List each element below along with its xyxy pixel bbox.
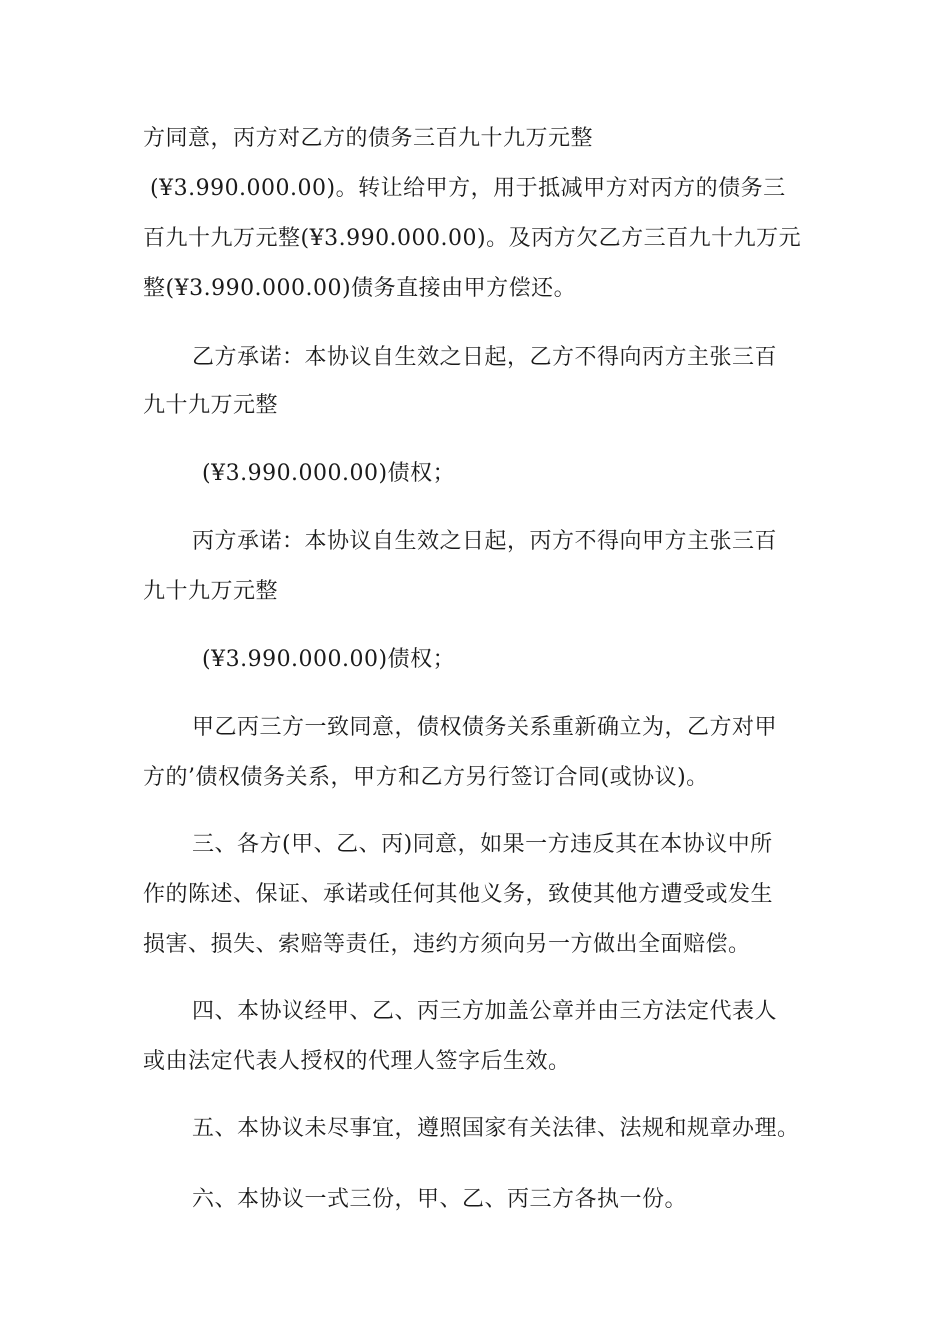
clause-three: 三、各方(甲、乙、丙)同意，如果一方违反其在本协议中所 bbox=[192, 832, 773, 857]
text-line: 方的’债权债务关系，甲方和乙方另行签订合同(或协议)。 bbox=[143, 765, 709, 790]
clause-six: 六、本协议一式三份，甲、乙、丙三方各执一份。 bbox=[192, 1187, 688, 1212]
clause-five: 五、本协议未尽事宜，遵照国家有关法律、法规和规章办理。 bbox=[192, 1116, 800, 1141]
text-line: 方同意，丙方对乙方的债务三百九十九万元整 bbox=[143, 126, 594, 151]
amount-line: (¥3.990.000.00)债权； bbox=[202, 647, 456, 672]
amount-line: (¥3.990.000.00)债权； bbox=[202, 461, 456, 486]
clause-four: 四、本协议经甲、乙、丙三方加盖公章并由三方法定代表人 bbox=[192, 999, 778, 1024]
text-line: 九十九万元整 bbox=[143, 579, 279, 604]
paragraph-start: 甲乙丙三方一致同意，债权债务关系重新确立为，乙方对甲 bbox=[192, 715, 778, 740]
text-line: (¥3.990.000.00)。转让给甲方，用于抵减甲方对丙方的债务三 bbox=[150, 176, 786, 201]
text-line: 百九十九万元整(¥3.990.000.00)。及丙方欠乙方三百九十九万元 bbox=[143, 226, 802, 251]
text-line: 损害、损失、索赔等责任，违约方须向另一方做出全面赔偿。 bbox=[143, 932, 751, 957]
text-line: 作的陈述、保证、承诺或任何其他义务，致使其他方遭受或发生 bbox=[143, 882, 774, 907]
paragraph-start: 丙方承诺：本协议自生效之日起，丙方不得向甲方主张三百 bbox=[192, 529, 778, 554]
text-line: 九十九万元整 bbox=[143, 393, 279, 418]
text-line: 或由法定代表人授权的代理人签字后生效。 bbox=[143, 1049, 571, 1074]
text-line: 整(¥3.990.000.00)债务直接由甲方偿还。 bbox=[143, 276, 577, 301]
paragraph-start: 乙方承诺：本协议自生效之日起，乙方不得向丙方主张三百 bbox=[192, 345, 778, 370]
